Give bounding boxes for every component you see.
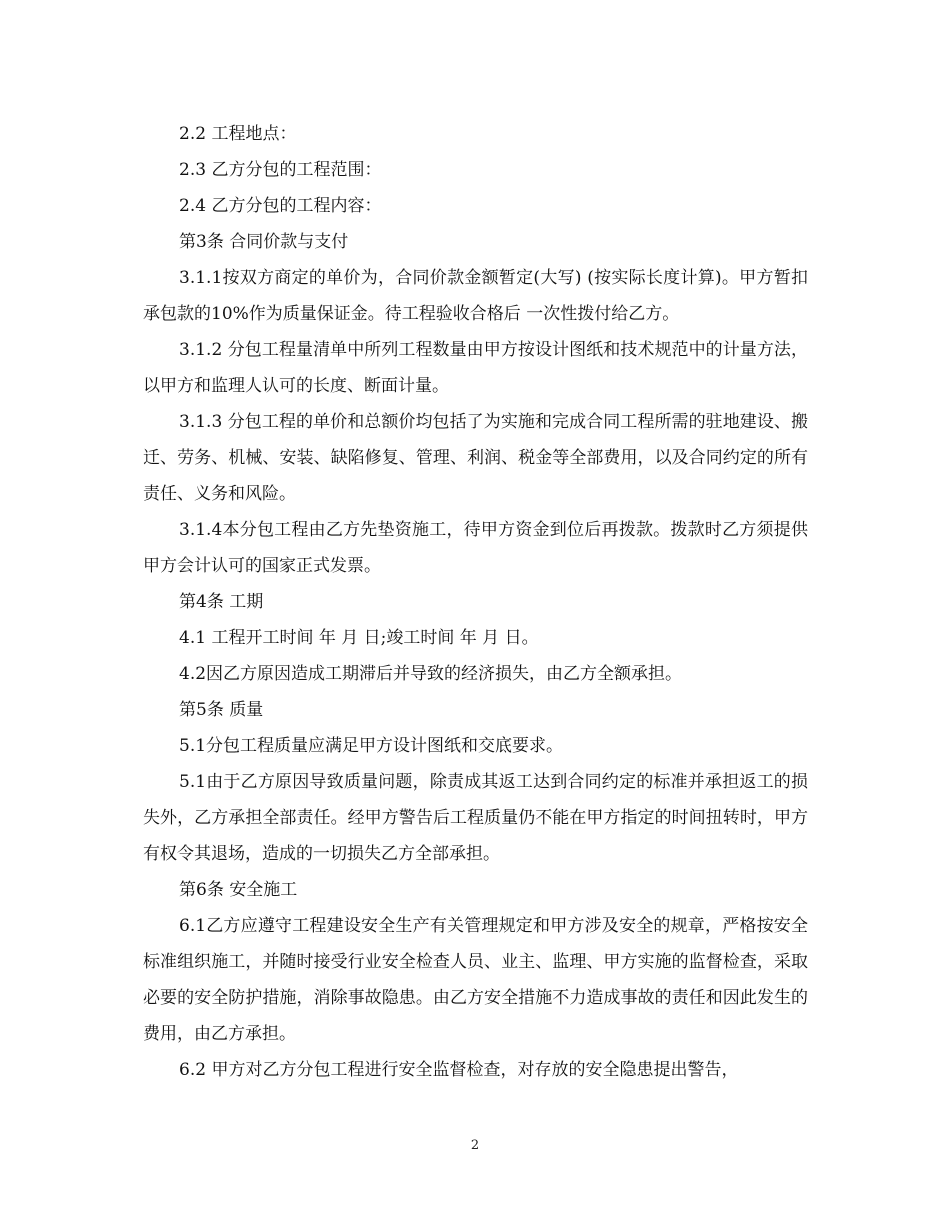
clause-4-1: 4.1 工程开工时间 年 月 日;竣工时间 年 月 日。	[179, 628, 539, 648]
clause-5-1-a: 5.1分包工程质量应满足甲方设计图纸和交底要求。	[179, 736, 564, 756]
clause-3-1-3: 3.1.3 分包工程的单价和总额价均包括了为实施和完成合同工程所需的驻地建设、搬迁、劳务、机械、安装、缺陷修复、管理、利润、税金等全部费用，以及合同约定的所有责任、义务和风险。	[143, 412, 808, 504]
clause-3-1-4: 3.1.4本分包工程由乙方先垫资施工，待甲方资金到位后再拨款。拨款时乙方须提供甲方会计认可的国家正式发票。	[143, 520, 808, 576]
clause-4-2: 4.2因乙方原因造成工期滞后并导致的经济损失，由乙方全额承担。	[179, 664, 683, 684]
clause-2-4: 2.4 乙方分包的工程内容：	[179, 196, 382, 216]
clause-3-1-2: 3.1.2 分包工程量清单中所列工程数量由甲方按设计图纸和技术规范中的计量方法，以甲方和监理人认可的长度、断面计量。	[143, 340, 808, 396]
clause-2-3: 2.3 乙方分包的工程范围：	[179, 160, 382, 180]
page-number: 2	[470, 1138, 480, 1153]
article-3-heading: 第3条 合同价款与支付	[179, 232, 349, 252]
clause-6-2: 6.2 甲方对乙方分包工程进行安全监督检查，对存放的安全隐患提出警告，	[179, 1060, 739, 1080]
article-6-heading: 第6条 安全施工	[179, 880, 298, 900]
article-5-heading: 第5条 质量	[179, 700, 264, 720]
clause-5-1-b: 5.1由于乙方原因导致质量问题，除责成其返工达到合同约定的标准并承担返工的损失外，乙方承担全部责任。经甲方警告后工程质量仍不能在甲方指定的时间扭转时，甲方有权令其退场，造成的一切损失乙方全部承担。	[143, 772, 808, 864]
clause-3-1-1: 3.1.1按双方商定的单价为，合同价款金额暂定(大写) (按实际长度计算)。甲方暂扣承包款的10%作为质量保证金。待工程验收合格后 一次性拨付给乙方。	[143, 268, 808, 324]
clause-6-1: 6.1乙方应遵守工程建设安全生产有关管理规定和甲方涉及安全的规章，严格按安全标准组织施工，并随时接受行业安全检查人员、业主、监理、甲方实施的监督检查，采取必要的安全防护措施，消除事故隐患。由乙方安全措施不力造成事故的责任和因此发生的费用，由乙方承担。	[143, 916, 808, 1044]
article-4-heading: 第4条 工期	[179, 592, 264, 612]
clause-2-2: 2.2 工程地点：	[179, 124, 297, 144]
document-body	[143, 116, 808, 1088]
